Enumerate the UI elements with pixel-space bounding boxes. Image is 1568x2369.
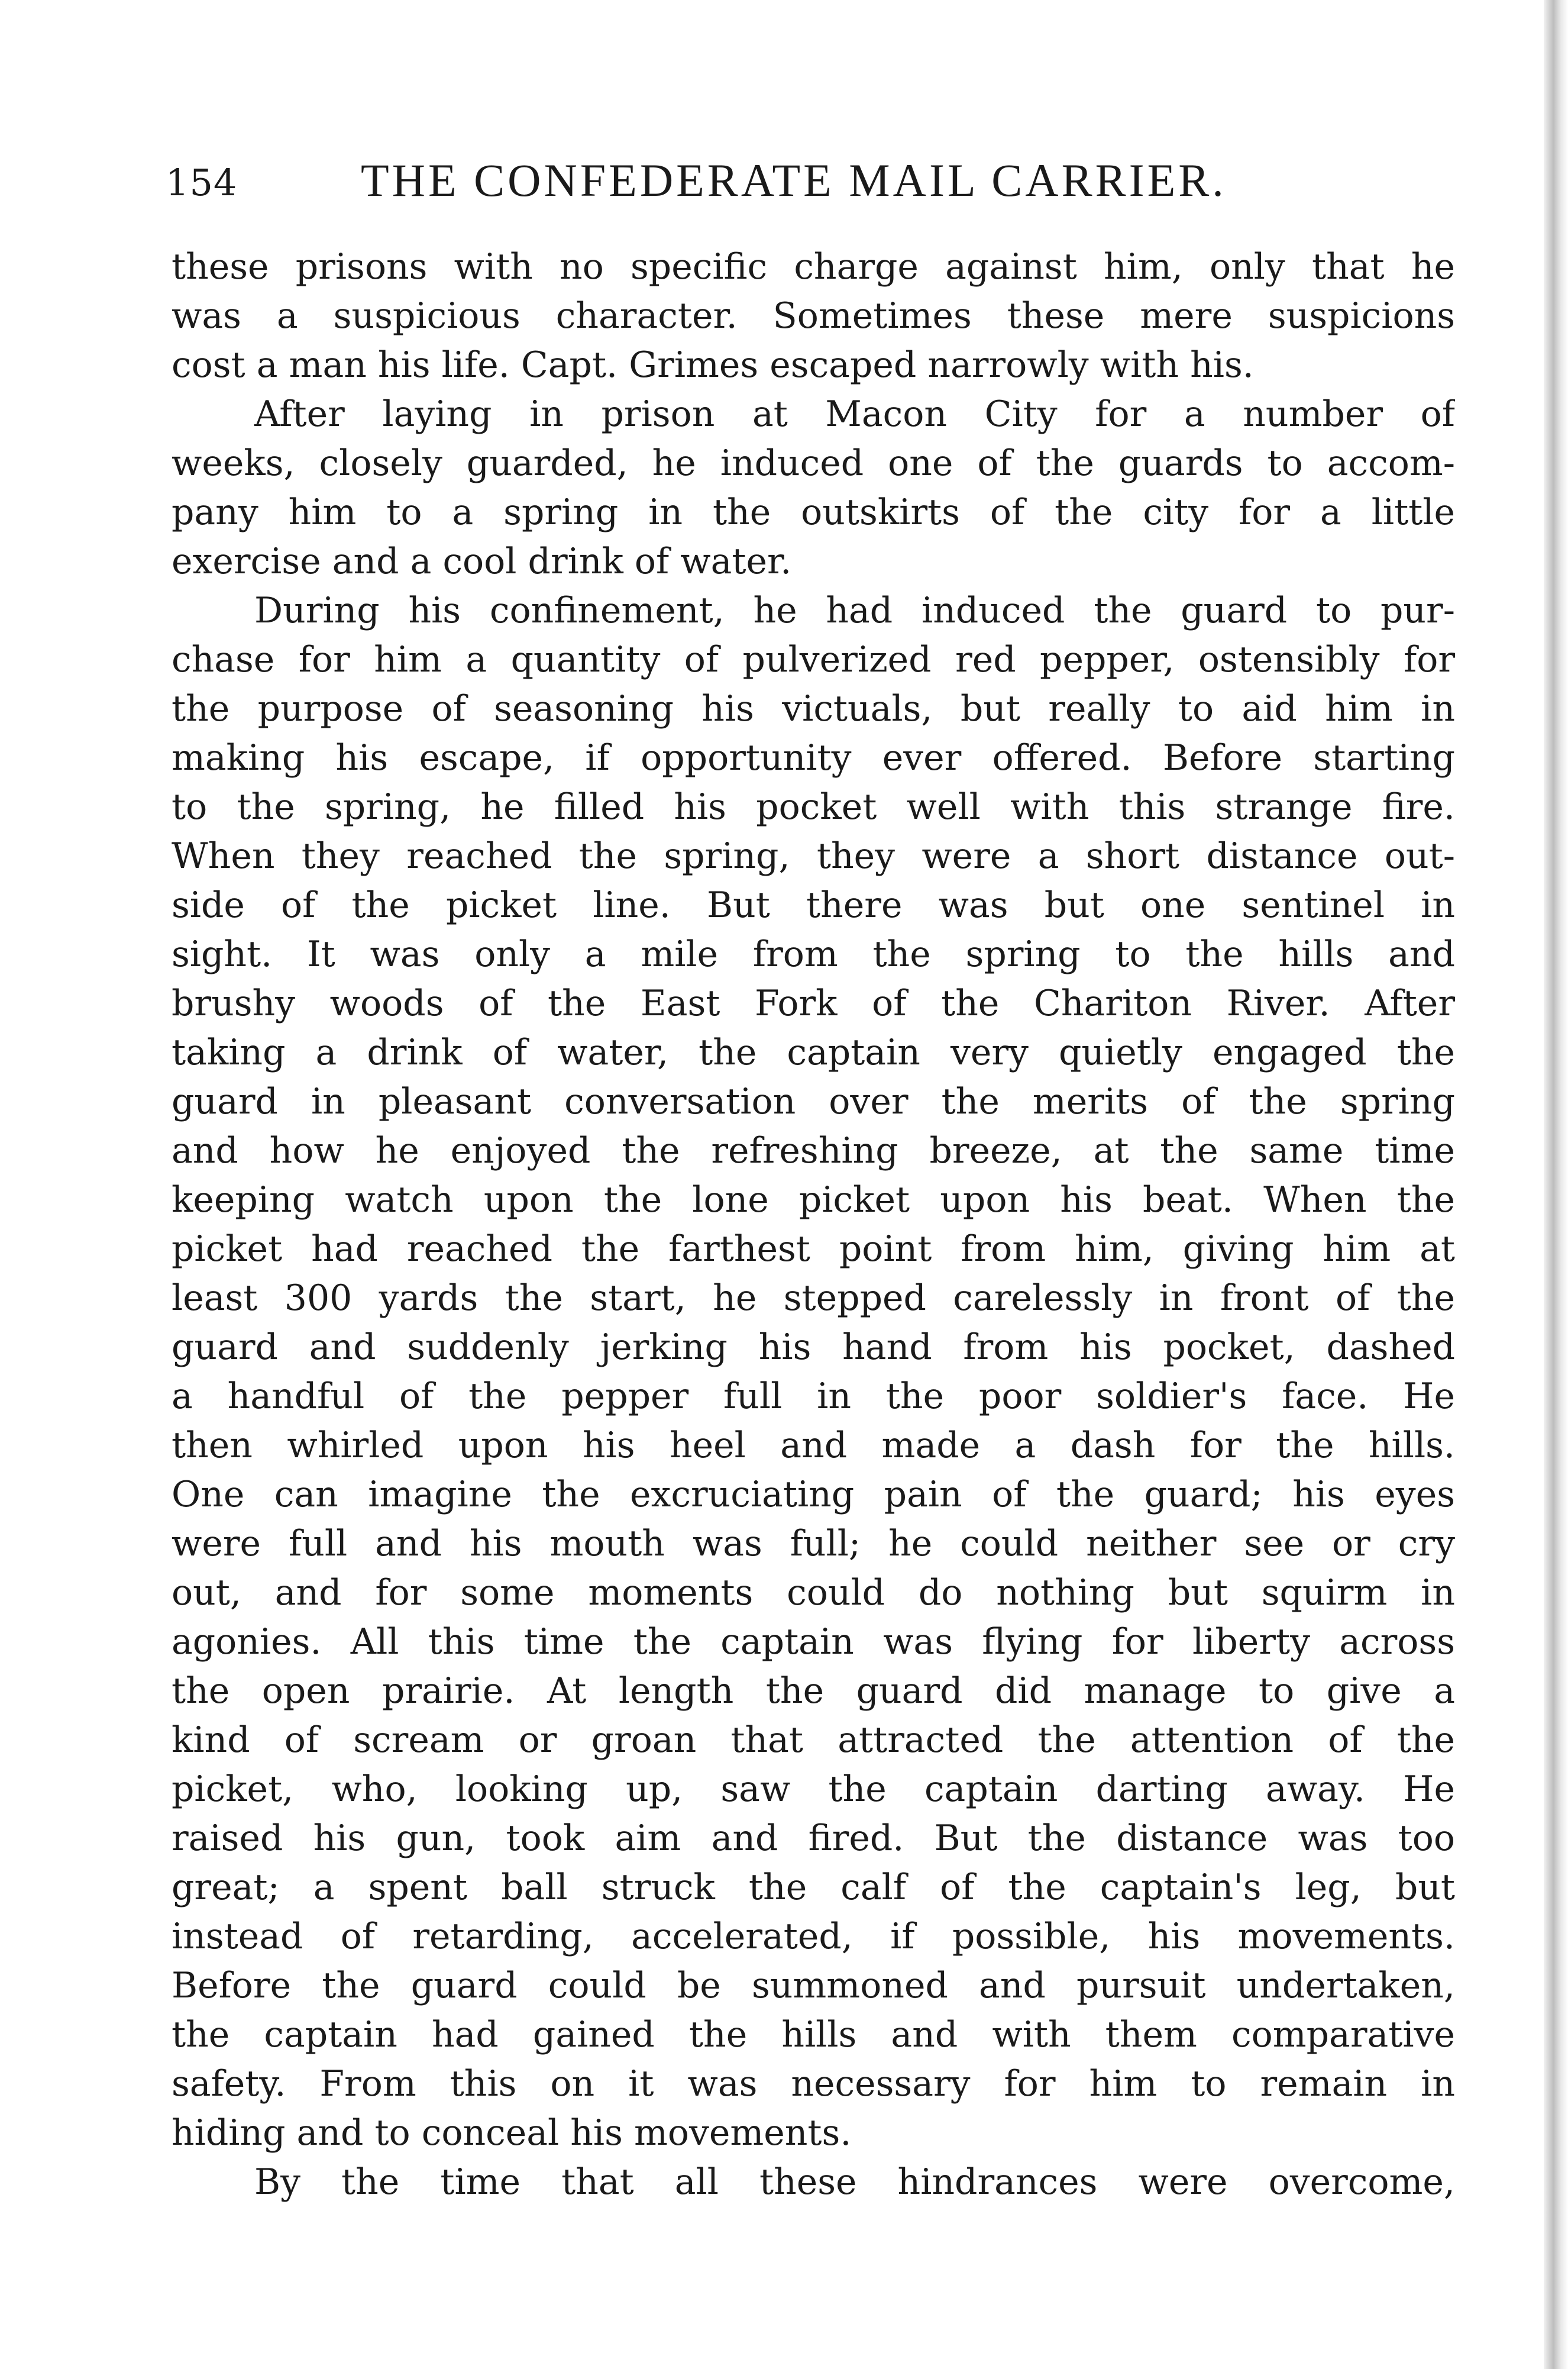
text-line: taking a drink of water, the captain very quietly engaged the xyxy=(172,1032,1455,1073)
text-line: picket, who, looking up, saw the captain darting away. He xyxy=(172,1768,1455,1810)
text-line: and how he enjoyed the refreshing breeze, at the same time xyxy=(172,1130,1455,1171)
text-line: these prisons with no specific charge against him, only that he xyxy=(172,246,1455,288)
text-line: safety. From this on it was necessary for him to remain in xyxy=(172,2063,1455,2105)
text-line: raised his gun, took aim and fired. But the distance was too xyxy=(172,1818,1455,1859)
text-line: were full and his mouth was full; he could neither see or cry xyxy=(172,1523,1455,1564)
text-line: least 300 yards the start, he stepped carelessly in front of the xyxy=(172,1277,1455,1319)
text-line: guard in pleasant conversation over the merits of the spring xyxy=(172,1081,1455,1122)
text-line: making his escape, if opportunity ever offered. Before starting xyxy=(172,737,1455,779)
text-line: During his confinement, he had induced the guard to pur- xyxy=(254,590,1455,631)
text-line: One can imagine the excruciating pain of the guard; his eyes xyxy=(172,1474,1455,1515)
text-line: exercise and a cool drink of water. xyxy=(172,541,792,582)
text-line: cost a man his life. Capt. Grimes escaped narrowly with his. xyxy=(172,344,1254,386)
text-line: out, and for some moments could do nothing but squirm in xyxy=(172,1572,1455,1613)
body-text xyxy=(172,243,1455,2207)
text-line: agonies. All this time the captain was flying for liberty across xyxy=(172,1621,1455,1663)
text-line: sight. It was only a mile from the spring to the hills and xyxy=(172,934,1455,975)
text-line: instead of retarding, accelerated, if possible, his movements. xyxy=(172,1916,1455,1957)
text-line: was a suspicious character. Sometimes these mere suspicions xyxy=(172,295,1455,337)
text-line: the purpose of seasoning his victuals, but really to aid him in xyxy=(172,688,1455,730)
page-edge-shadow xyxy=(1544,0,1568,2369)
text-line: By the time that all these hindrances were overcome, xyxy=(254,2161,1455,2203)
text-line: brushy woods of the East Fork of the Chariton River. After xyxy=(172,983,1455,1024)
text-line: great; a spent ball struck the calf of the captain's leg, but xyxy=(172,1867,1455,1908)
text-line: guard and suddenly jerking his hand from his pocket, dashed xyxy=(172,1326,1455,1368)
text-line: side of the picket line. But there was but one sentinel in xyxy=(172,885,1455,926)
text-line: When they reached the spring, they were a short distance out- xyxy=(172,835,1455,877)
text-line: kind of scream or groan that attracted the attention of the xyxy=(172,1719,1455,1761)
text-line: then whirled upon his heel and made a dash for the hills. xyxy=(172,1425,1455,1466)
text-line: picket had reached the farthest point from him, giving him at xyxy=(172,1228,1455,1270)
text-line: After laying in prison at Macon City for a number of xyxy=(254,393,1455,435)
text-line: the open prairie. At length the guard did manage to give a xyxy=(172,1670,1455,1712)
text-line: hiding and to conceal his movements. xyxy=(172,2112,852,2154)
text-line: pany him to a spring in the outskirts of the city for a little xyxy=(172,492,1455,533)
text-line: weeks, closely guarded, he induced one of the guards to accom- xyxy=(172,443,1455,484)
running-title: THE CONFEDERATE MAIL CARRIER. xyxy=(361,154,1227,206)
text-line: chase for him a quantity of pulverized red pepper, ostensibly for xyxy=(172,639,1455,680)
text-line: Before the guard could be summoned and pursuit undertaken, xyxy=(172,1965,1455,2006)
text-line: keeping watch upon the lone picket upon his beat. When the xyxy=(172,1179,1455,1221)
text-line: the captain had gained the hills and with them comparative xyxy=(172,2014,1455,2055)
text-line: a handful of the pepper full in the poor soldier's face. He xyxy=(172,1376,1455,1417)
page-header xyxy=(166,148,1455,213)
page-number: 154 xyxy=(166,161,238,204)
text-line: to the spring, he filled his pocket well with this strange fire. xyxy=(172,786,1455,828)
